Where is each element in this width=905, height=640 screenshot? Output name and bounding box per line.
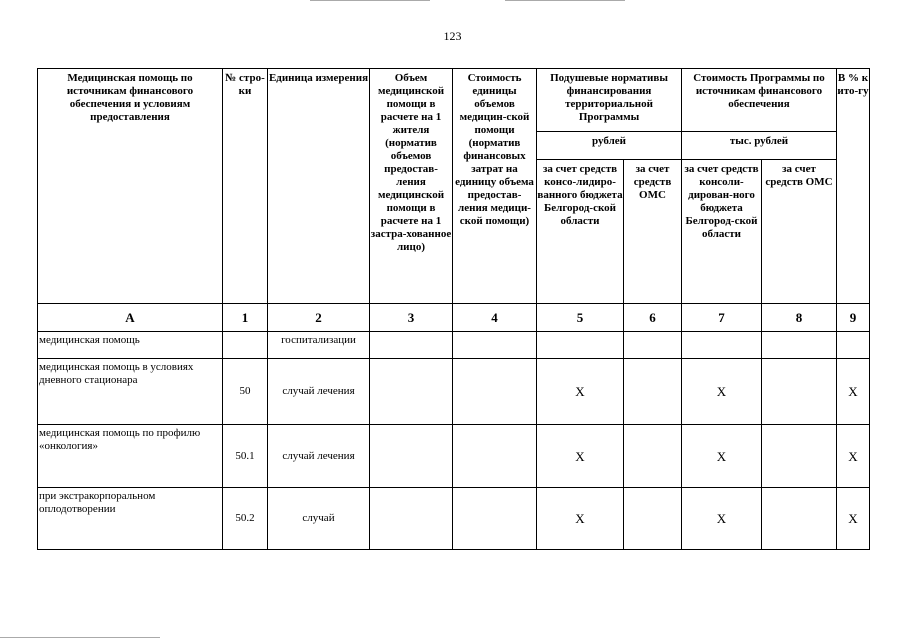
- row-cell-4: [453, 488, 537, 550]
- row-unit: госпитализации: [268, 332, 370, 359]
- row-line-number: 50: [223, 359, 268, 425]
- row-cell-6: [624, 425, 682, 488]
- row-cell-8: [762, 332, 837, 359]
- table-row: [38, 488, 870, 550]
- header-col-2: Единица измерения: [268, 69, 370, 304]
- row-cell-3: [370, 425, 453, 488]
- header-col-a: Медицинская помощь по источникам финансового обеспечения и условиям предоставления: [38, 69, 223, 304]
- row-cell-5: [537, 332, 624, 359]
- row-line-number: 50.2: [223, 488, 268, 550]
- col-number-7: 7: [682, 304, 762, 332]
- row-cell-7: Х: [682, 359, 762, 425]
- financing-table: [37, 68, 870, 550]
- row-label: при экстракорпоральном оплодотворении: [38, 488, 223, 550]
- row-cell-8: [762, 425, 837, 488]
- col-number-9: 9: [837, 304, 870, 332]
- table-row: [38, 332, 870, 359]
- row-cell-4: [453, 359, 537, 425]
- header-col-1: № стро-ки: [223, 69, 268, 304]
- header-group-cost: Стоимость Программы по источникам финансового обеспечения: [682, 69, 837, 132]
- row-cell-3: [370, 332, 453, 359]
- row-cell-8: [762, 359, 837, 425]
- row-label: медицинская помощь по профилю «онкология»: [38, 425, 223, 488]
- col-number-3: 3: [370, 304, 453, 332]
- col-number-2: 2: [268, 304, 370, 332]
- row-cell-7: Х: [682, 425, 762, 488]
- row-label: медицинская помощь в условиях дневного стационара: [38, 359, 223, 425]
- row-cell-5: Х: [537, 425, 624, 488]
- row-cell-4: [453, 332, 537, 359]
- col-number-8: 8: [762, 304, 837, 332]
- table-row: [38, 359, 870, 425]
- row-unit: случай: [268, 488, 370, 550]
- header-col-3: Объем медицинской помощи в расчете на 1 жителя (норматив объемов предостав-ления медицинской помощи в расчете на 1 застра-хованное лицо): [370, 69, 453, 304]
- row-cell-5: Х: [537, 488, 624, 550]
- row-cell-7: Х: [682, 488, 762, 550]
- row-cell-6: [624, 332, 682, 359]
- row-cell-3: [370, 488, 453, 550]
- row-unit: случай лечения: [268, 359, 370, 425]
- scan-edge-top: [310, 0, 430, 1]
- col-number-4: 4: [453, 304, 537, 332]
- col-number-1: 1: [223, 304, 268, 332]
- header-col-8: за счет средств ОМС: [762, 160, 837, 304]
- header-group-per-capita: Подушевые нормативы финансирования территориальной Программы: [537, 69, 682, 132]
- scan-edge-bottom: [0, 637, 160, 638]
- page-number: 123: [443, 29, 462, 43]
- row-line-number: [223, 332, 268, 359]
- scan-edge-top-2: [505, 0, 625, 1]
- row-cell-8: [762, 488, 837, 550]
- col-number-6: 6: [624, 304, 682, 332]
- header-col-6: за счет средств ОМС: [624, 160, 682, 304]
- row-cell-6: [624, 359, 682, 425]
- col-number-a: А: [38, 304, 223, 332]
- header-col-9: В % к ито-гу: [837, 69, 870, 304]
- row-cell-5: Х: [537, 359, 624, 425]
- row-cell-6: [624, 488, 682, 550]
- header-unit-rub: рублей: [537, 132, 682, 160]
- table-row: [38, 425, 870, 488]
- header-unit-thousand-rub: тыс. рублей: [682, 132, 837, 160]
- row-cell-9: Х: [837, 488, 870, 550]
- row-label: медицинская помощь: [38, 332, 223, 359]
- header-col-7: за счет средств консоли-дирован-ного бюджета Белгород-ской области: [682, 160, 762, 304]
- row-cell-9: Х: [837, 425, 870, 488]
- row-line-number: 50.1: [223, 425, 268, 488]
- row-unit: случай лечения: [268, 425, 370, 488]
- row-cell-9: [837, 332, 870, 359]
- row-cell-7: [682, 332, 762, 359]
- row-cell-4: [453, 425, 537, 488]
- header-col-4: Стоимость единицы объемов медицин-ской помощи (норматив финансовых затрат на единицу объема предостав-ления медици-ской помощи): [453, 69, 537, 304]
- row-cell-3: [370, 359, 453, 425]
- col-number-5: 5: [537, 304, 624, 332]
- row-cell-9: Х: [837, 359, 870, 425]
- header-col-5: за счет средств консо-лидиро-ванного бюджета Белгород-ской области: [537, 160, 624, 304]
